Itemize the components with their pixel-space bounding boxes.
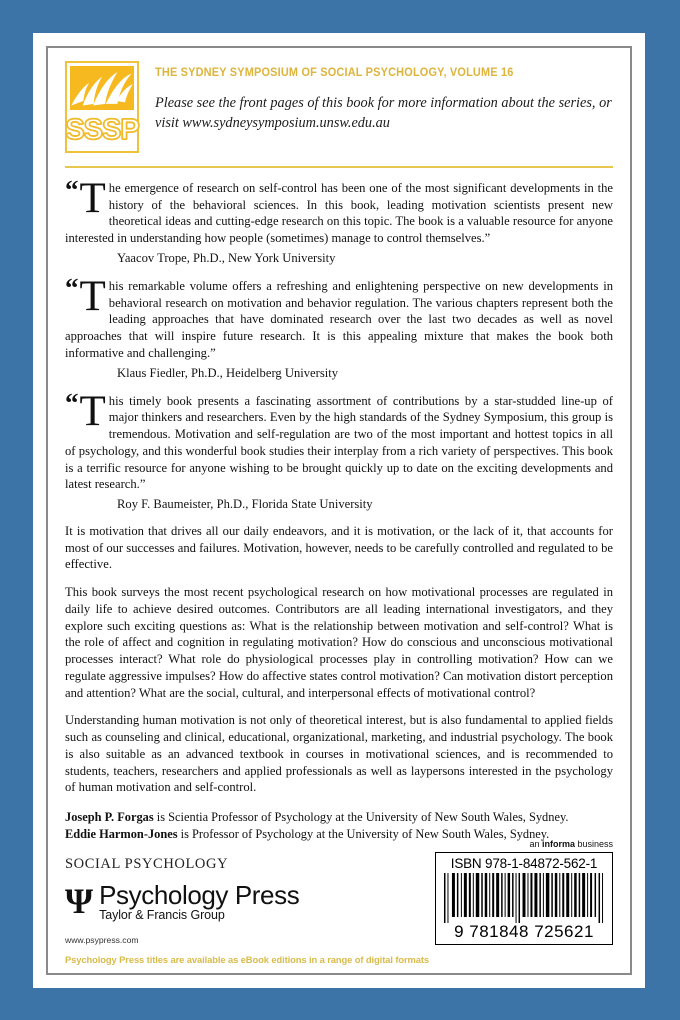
series-note: Please see the front pages of this book for more information about the series, or visit www.sydneysymposium.unsw.edu.au xyxy=(155,95,612,132)
publisher-name: Psychology Press xyxy=(99,879,300,910)
barcode-digits: 9 781848 725621 xyxy=(454,922,594,941)
open-quote-mark: “ xyxy=(65,272,79,303)
editor-1-name: Joseph P. Forgas xyxy=(65,810,154,825)
publisher-group: Taylor & Francis Group xyxy=(99,907,225,922)
quote-2-attribution: Klaus Fiedler, Ph.D., Heidelberg University xyxy=(117,365,339,380)
cover-footer xyxy=(65,839,613,965)
series-header xyxy=(65,58,613,153)
publisher-block xyxy=(65,856,299,946)
isbn-barcode-box xyxy=(435,852,613,945)
barcode-icon xyxy=(442,873,606,923)
endorsement-quote-1 xyxy=(65,175,613,266)
quote-3-text-block xyxy=(65,387,613,493)
quote-2-text: his remarkable volume offers a refreshing and enlightening perspective on new developments in behavioral research on motivation and behavior regulation. The various chapters represent both the leading approaches that have dominated research over the last two decades as well as novel approaches that will inspire future research. It is this appealing mixture that makes the book both informative and challenging.” xyxy=(65,278,613,360)
subject-category: SOCIAL PSYCHOLOGY xyxy=(65,855,229,872)
isbn-block xyxy=(435,839,613,945)
quote-3-dropcap: T xyxy=(79,387,106,435)
sydney-opera-house-icon xyxy=(70,66,134,110)
footer-row xyxy=(65,839,613,945)
series-title: THE SYDNEY SYMPOSIUM OF SOCIAL PSYCHOLOGY, VOLUME 16 xyxy=(155,67,514,79)
description-paragraph-1: It is motivation that drives all our daily endeavors, and it is motivation, or the lack of it, that accounts for most of our successes and failures. Motivation, however, needs to be carefully controlled and regulated to be effective. xyxy=(65,524,613,572)
editor-2-name: Eddie Harmon-Jones xyxy=(65,827,178,842)
quote-1-text: he emergence of research on self-control has been one of the most significant developments in the history of the behavioral sciences. In this book, leading motivation scientists present new theoretical ideas and cutting-edge research on this topic. The book is a valuable resource for anyone interested in understanding how people (sometimes) manage to control themselves.” xyxy=(65,181,613,246)
quote-3-attribution: Roy F. Baumeister, Ph.D., Florida State University xyxy=(117,497,373,512)
sssp-logo xyxy=(65,61,139,153)
quote-3-text: his timely book presents a fascinating assortment of contributions by a star-studded line-up of major thinkers and researchers. Even by the high standards of the Sydney Symposium, this group is tremendous. Motivation and self-regulation are two of the most important and hottest topics in all of psychology, and this wonderful book studies their interplay from a rich variety of perspectives. This book is a terrific resource for anyone wishing to be brought quickly up to date on the exciting developments and latest research.” xyxy=(65,393,613,492)
publisher-wordmark xyxy=(99,879,300,922)
informa-brand: informa xyxy=(541,839,575,849)
informa-prefix: an xyxy=(529,839,542,849)
endorsement-quote-3 xyxy=(65,387,613,512)
quote-1-dropcap: T xyxy=(79,175,106,222)
editor-bio-1 xyxy=(65,809,613,826)
informa-suffix: business xyxy=(574,839,613,849)
editor-2-bio: is Professor of Psychology at the University of New South Wales, Sydney. xyxy=(177,827,550,842)
gold-divider xyxy=(65,166,613,168)
informa-tagline xyxy=(435,839,613,849)
quote-1-attribution: Yaacov Trope, Ph.D., New York University xyxy=(117,250,336,265)
quote-2-text-block xyxy=(65,272,613,362)
ebook-availability-note: Psychology Press titles are available as eBook editions in a range of digital formats xyxy=(65,954,430,965)
open-quote-mark: “ xyxy=(65,387,79,418)
open-quote-mark: “ xyxy=(65,175,79,205)
psi-icon: Ψ xyxy=(65,880,94,921)
sssp-wordmark: SSSP xyxy=(65,113,139,146)
isbn-number: ISBN 978-1-84872-562-1 xyxy=(450,856,598,871)
book-back-cover xyxy=(33,33,645,988)
description-paragraph-3: Understanding human motivation is not only of theoretical interest, but is also fundamental to applied fields such as counseling and clinical, educational, organizational, marketing, and industrial psychology. The book is also suitable as an advanced textbook in courses in motivational sciences, and is recommended to students, teachers, researchers and applied professionals as well as laypersons interested in the psychology of human motivation and self-control. xyxy=(65,713,613,795)
endorsement-quote-2 xyxy=(65,272,613,381)
series-header-text xyxy=(155,61,613,134)
psychology-press-logo xyxy=(65,879,300,922)
description-paragraph-2: This book surveys the most recent psychological research on how motivational processes are regulated in daily life to achieve desired outcomes. Contributors are all leading international investigators, and they explore such exciting questions as: What is the relationship between motivation and self-control? What is the role of affect and cognition in regulating motivation? How do conscious and unconscious motivational processes interact? What role do physiological processes play in controlling motivation? How can we regulate aggressive impulses? How do affective states control motivation? Can motivation distort perception and attention? What are the social, cultural, and interpersonal effects of motivational control? xyxy=(65,585,613,700)
cover-content xyxy=(48,48,630,973)
quote-1-text-block xyxy=(65,175,613,247)
publisher-url[interactable]: www.psypress.com xyxy=(65,935,139,945)
quote-2-dropcap: T xyxy=(79,272,106,320)
editor-1-bio: is Scientia Professor of Psychology at the University of New South Wales, Sydney. xyxy=(153,810,569,825)
